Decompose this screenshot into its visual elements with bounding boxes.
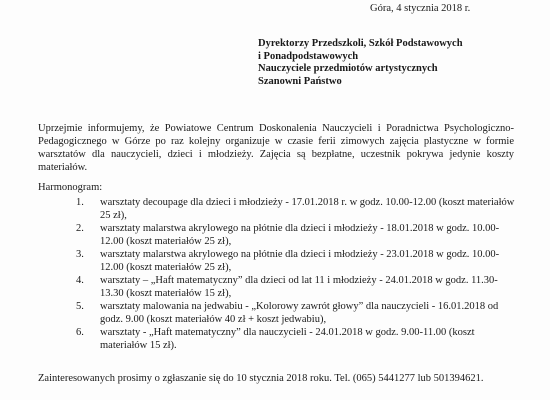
schedule-item-number: 4.	[76, 275, 84, 286]
addressee-line: i Ponadpodstawowych	[258, 50, 359, 62]
greeting-line: Szanowni Państwo	[258, 75, 342, 87]
schedule-item-text: warsztaty malowania na jedwabiu - „Kolorowy zawrót głowy” dla nauczycieli - 16.01.2018 od godz. 9.00 (koszt materiałów 40 zł + koszt jedwabiu),	[100, 301, 499, 325]
schedule-item-text: warsztaty malarstwa akrylowego na płótnie dla dzieci i młodzieży - 18.01.2018 w godz. 10.00-12.00 (koszt materiałów 25 zł),	[100, 223, 500, 247]
schedule-item	[38, 222, 518, 248]
schedule-item	[38, 196, 518, 222]
intro-paragraph: Uprzejmie informujemy, że Powiatowe Centrum Doskonalenia Nauczycieli i Poradnictwa Psychologiczno-Pedagogicznego w Górze po raz kolejny organizuje w czasie ferii zimowych zajęcia plastyczne w formie warsztatów dla nauczycieli, dzieci i młodzieży. Zajęcia są bezpłatne, uczestnik pokrywa jedynie koszty materiałów.	[38, 123, 514, 173]
schedule-item-number: 1.	[76, 197, 84, 208]
place-date: Góra, 4 stycznia 2018 r.	[370, 3, 471, 14]
addressee-line: Dyrektorzy Przedszkoli, Szkół Podstawowych	[258, 38, 463, 49]
schedule-item	[38, 326, 518, 352]
addressee-block	[258, 38, 463, 88]
schedule-item-number: 6.	[76, 327, 84, 338]
schedule-item-number: 5.	[76, 301, 84, 312]
schedule-item-text: warsztaty – „Haft matematyczny” dla dzieci od lat 11 i młodzieży - 24.01.2018 w godz. 11.30-13.30 (koszt materiałów 15 zł),	[100, 275, 498, 299]
schedule-item-text: warsztaty decoupage dla dzieci i młodzieży - 17.01.2018 r. w godz. 10.00-12.00 (koszt materiałów 25 zł),	[100, 197, 515, 221]
schedule-list	[38, 196, 518, 352]
schedule-item-number: 2.	[76, 223, 84, 234]
contact-paragraph: Zainteresowanych prosimy o zgłaszanie się do 10 stycznia 2018 roku. Tel. (065) 5441277 lub 501394621.	[38, 373, 484, 384]
schedule-item-text: warsztaty - „Haft matematyczny” dla nauczycieli - 24.01.2018 w godz. 9.00-11.00 (koszt materiałów 15 zł).	[100, 327, 475, 351]
schedule-item	[38, 248, 518, 274]
schedule-item	[38, 274, 518, 300]
schedule-heading: Harmonogram:	[38, 182, 103, 193]
schedule-item	[38, 300, 518, 326]
schedule-item-number: 3.	[76, 249, 84, 260]
addressee-line: Nauczyciele przedmiotów artystycznych	[258, 63, 438, 75]
schedule-item-text: warsztaty malarstwa akrylowego na płótnie dla dzieci i młodzieży - 23.01.2018 w godz. 10.00-12.00 (koszt materiałów 25 zł),	[100, 249, 500, 273]
